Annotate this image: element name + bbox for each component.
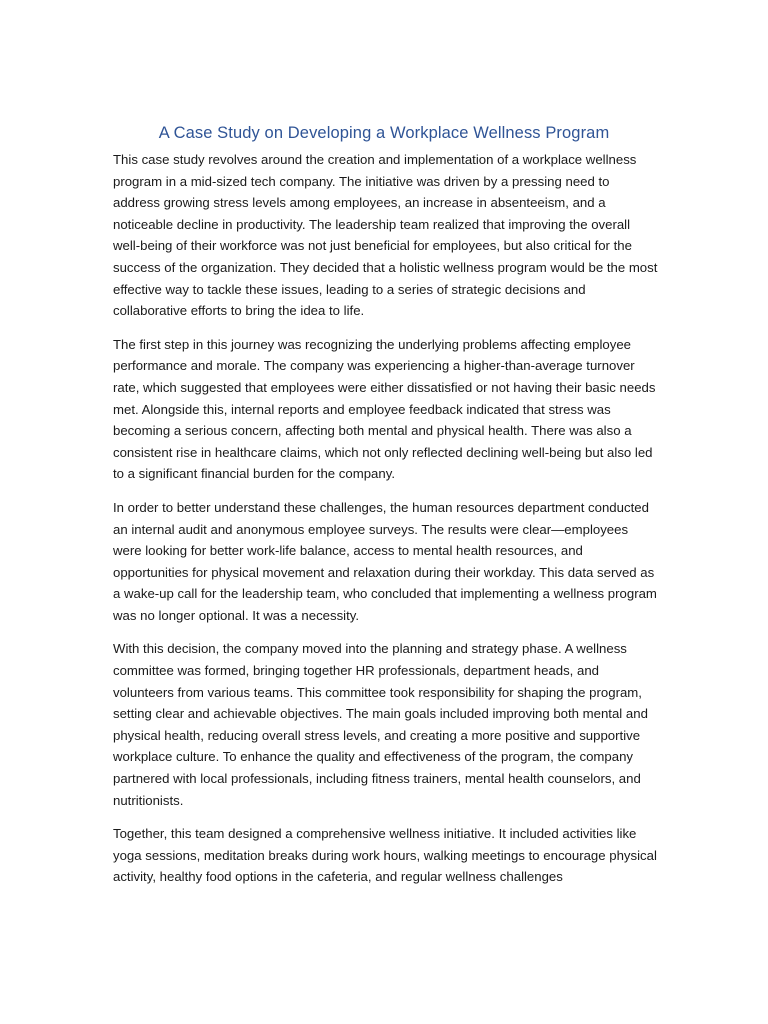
document-body	[113, 149, 659, 900]
paragraph: With this decision, the company moved into the planning and strategy phase. A wellness committee was formed, bringing together HR professionals, department heads, and volunteers from various teams. This committee took responsibility for shaping the program, setting clear and achievable objectives. The main goals included improving both mental and physical health, reducing overall stress levels, and creating a more positive and supportive workplace culture. To enhance the quality and effectiveness of the program, the company partnered with local professionals, including fitness trainers, mental health counselors, and nutritionists.	[113, 641, 648, 808]
paragraph: Together, this team designed a comprehensive wellness initiative. It included activities like yoga sessions, meditation breaks during work hours, walking meetings to encourage physical activity, healthy food options in the cafeteria, and regular wellness challenges	[113, 826, 657, 885]
paragraph: The first step in this journey was recognizing the underlying problems affecting employee performance and morale. The company was experiencing a higher-than-average turnover rate, which suggested that employees were either dissatisfied or not having their basic needs met. Alongside this, internal reports and employee feedback indicated that stress was becoming a serious concern, affecting both mental and physical health. There was also a consistent rise in healthcare claims, which not only reflected declining well-being but also led to a significant financial burden for the company.	[113, 336, 656, 482]
document-title: A Case Study on Developing a Workplace Wellness Program	[158, 124, 610, 142]
paragraph: This case study revolves around the creation and implementation of a workplace wellness program in a mid-sized tech company. The initiative was driven by a pressing need to address growing stress levels among employees, an increase in absenteeism, and a noticeable decline in productivity. The leadership team realized that improving the overall well-being of their workforce was not just beneficial for employees, but also critical for the success of the organization. They decided that a holistic wellness program would be the most effective way to tackle these issues, leading to a series of strategic decisions and collaborative efforts to bring the idea to life.	[113, 152, 658, 319]
paragraph: In order to better understand these challenges, the human resources department conducted an internal audit and anonymous employee surveys. The results were clear—employees were looking for better work-life balance, access to mental health resources, and opportunities for physical movement and relaxation during their workday. This data served as a wake-up call for the leadership team, who concluded that implementing a wellness program was no longer optional. It was a necessity.	[113, 499, 657, 623]
